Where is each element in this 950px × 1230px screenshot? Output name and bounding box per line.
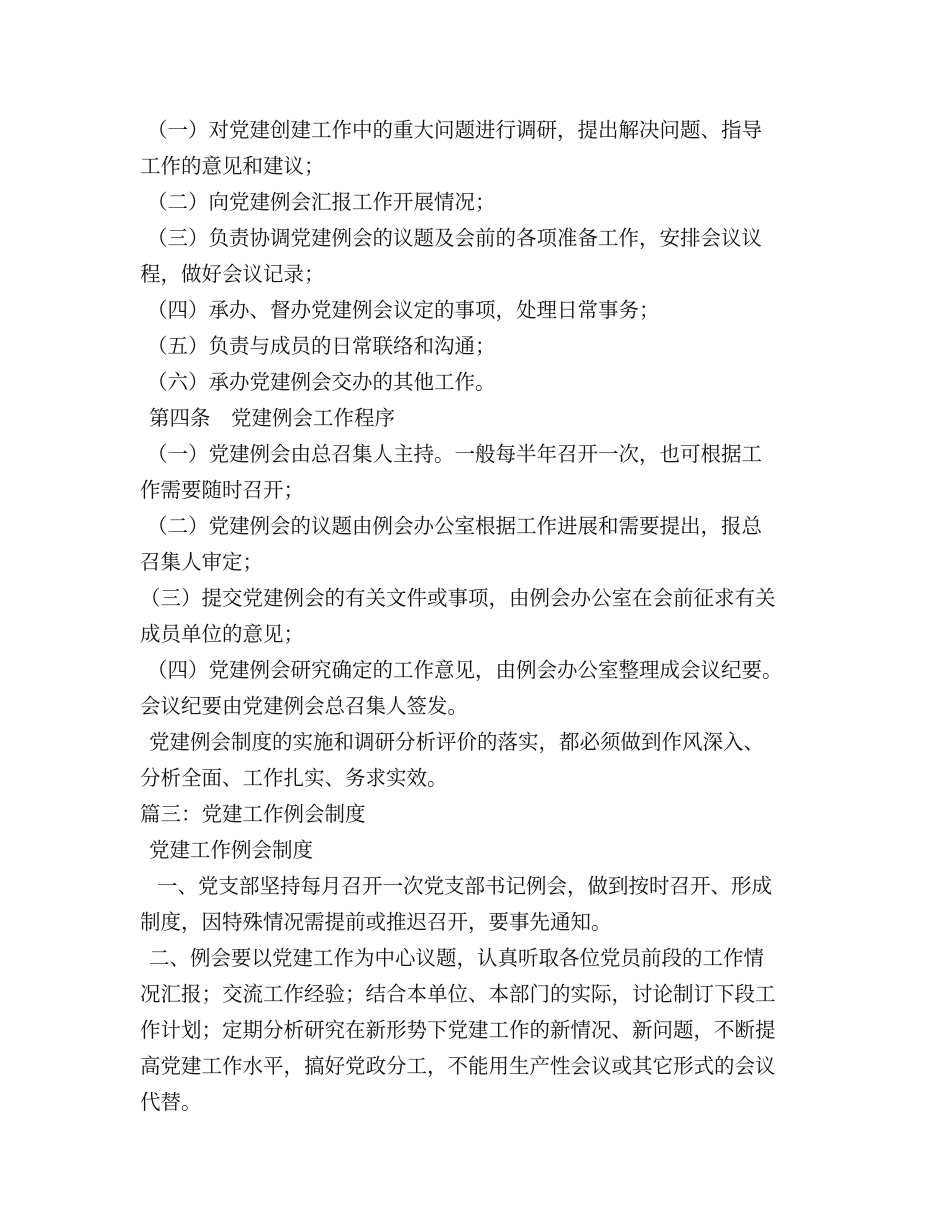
text-line: （三）负责协调党建例会的议题及会前的各项准备工作，安排会议议 xyxy=(147,226,762,250)
text-line: 制度，因特殊情况需提前或推迟召开，要事先通知。 xyxy=(140,910,612,934)
text-line: 分析全面、工作扎实、务求实效。 xyxy=(140,766,448,790)
text-line: 工作的意见和建议； xyxy=(140,154,325,178)
section-heading: 第四条 党建例会工作程序 xyxy=(149,406,395,430)
text-line: （一）对党建创建工作中的重大问题进行调研，提出解决问题、指导 xyxy=(147,118,762,142)
text-line: （三）提交党建例会的有关文件或事项，由例会办公室在会前征求有关 xyxy=(140,586,776,610)
text-line: （二）向党建例会汇报工作开展情况； xyxy=(147,190,496,214)
text-line: 党建例会制度的实施和调研分析评价的落实，都必须做到作风深入、 xyxy=(149,730,764,754)
text-line: 作计划；定期分析研究在新形势下党建工作的新情况、新问题，不断提 xyxy=(140,1018,776,1042)
text-line: （二）党建例会的议题由例会办公室根据工作进展和需要提出，报总 xyxy=(147,514,762,538)
text-line: （一）党建例会由总召集人主持。一般每半年召开一次，也可根据工 xyxy=(147,442,762,466)
text-line: 一、党支部坚持每月召开一次党支部书记例会，做到按时召开、形成 xyxy=(157,874,772,898)
text-line: 作需要随时召开； xyxy=(140,478,304,502)
section-heading: 篇三：党建工作例会制度 xyxy=(140,802,366,826)
text-line: 况汇报；交流工作经验；结合本单位、本部门的实际，讨论制订下段工 xyxy=(140,982,776,1006)
text-line: 二、例会要以党建工作为中心议题，认真听取各位党员前段的工作情 xyxy=(149,946,764,970)
text-line: 高党建工作水平，搞好党政分工，不能用生产性会议或其它形式的会议 xyxy=(140,1054,776,1078)
document-title: 党建工作例会制度 xyxy=(149,838,313,862)
text-line: （五）负责与成员的日常联络和沟通； xyxy=(147,334,496,358)
text-line: 程，做好会议记录； xyxy=(140,262,325,286)
text-line: （四）党建例会研究确定的工作意见，由例会办公室整理成会议纪要。 xyxy=(147,658,783,682)
text-line: 召集人审定； xyxy=(140,550,263,574)
text-line: （四）承办、督办党建例会议定的事项，处理日常事务； xyxy=(147,298,660,322)
text-line: 成员单位的意见； xyxy=(140,622,304,646)
text-line: 代替。 xyxy=(140,1090,202,1114)
text-line: （六）承办党建例会交办的其他工作。 xyxy=(147,370,496,394)
text-line: 会议纪要由党建例会总召集人签发。 xyxy=(140,694,468,718)
